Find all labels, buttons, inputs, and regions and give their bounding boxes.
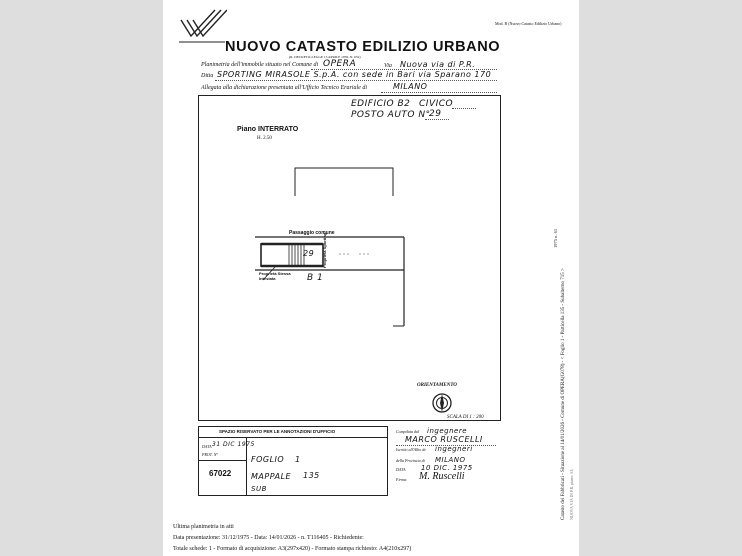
signature: M. Ruscelli bbox=[419, 471, 465, 482]
model-label: Mod. B (Nuovo Catasto Edilizio Urbano) bbox=[495, 21, 562, 26]
sub-label: SUB bbox=[251, 485, 267, 493]
via-value: Nuova via di P.R. bbox=[400, 60, 476, 69]
height-label: H. 2.50 bbox=[257, 136, 272, 141]
mappale-label: MAPPALE bbox=[251, 472, 292, 481]
foglio-label: FOGLIO bbox=[251, 455, 285, 464]
ditta-value: SPORTING MIRASOLE S.p.A. con sede in Bari via Sparano 170 bbox=[217, 70, 492, 79]
compiler-data-value: 10 DIC. 1975 bbox=[421, 464, 473, 472]
floor-plan-frame bbox=[198, 95, 501, 421]
bottom-property-label: Proprietà Stessa Intestata bbox=[259, 271, 291, 281]
footer-line-2: Data presentazione: 31/12/1975 - Data: 14/01/2026 - n. T116405 - Richiedente: bbox=[173, 535, 364, 541]
floor-label: Piano INTERRATO bbox=[237, 126, 299, 133]
firma-label: Firma: bbox=[396, 477, 408, 482]
document-title: NUOVO CATASTO EDILIZIO URBANO bbox=[225, 39, 501, 55]
comune-value: OPERA bbox=[323, 59, 357, 69]
civico-label: CIVICO bbox=[419, 99, 454, 109]
cadastral-sheet bbox=[163, 0, 579, 556]
ufficio-label: Allegata alla dichiarazione presentata all'Ufficio Tecnico Erariale di bbox=[201, 85, 367, 91]
iscritto-value: ingegneri bbox=[435, 445, 473, 453]
viewer-background-left bbox=[0, 0, 163, 556]
iscritto-label: Iscritto all'Albo de bbox=[396, 447, 426, 452]
office-data-label: DATA bbox=[202, 444, 212, 449]
side-property-label: Proprietà Sporting bbox=[322, 232, 327, 268]
foglio-value: 1 bbox=[295, 455, 301, 464]
compilata-value: ingegnere bbox=[427, 427, 468, 435]
mappale-value: 135 bbox=[303, 471, 320, 480]
posto-auto-label: POSTO AUTO N° bbox=[351, 110, 431, 120]
cadastral-side-text: Catasto dei Fabbricati - Situazione al 14/01/2026 - Comune di OPERA(G078) - < Foglio 1 - Particella 135 - Subalterno 715 > bbox=[561, 268, 566, 520]
orientation-label: ORIENTAMENTO bbox=[417, 383, 457, 388]
footer-line-3: Totale schede: 1 - Formato di acquisizione: A3(297x420) - Formato stampa richiesto: A4(210x297) bbox=[173, 546, 412, 552]
ditta-label: Ditta bbox=[201, 73, 214, 79]
ufficio-value: MILANO bbox=[393, 82, 428, 91]
office-annotations-box bbox=[198, 426, 388, 496]
decree-reference: (R. DECRETO-LEGGE 13 APRILE 1939, N. 652) bbox=[289, 55, 361, 59]
cadastral-side-text-faint: NUOVA VIA DI P.R. piano: S1; bbox=[569, 468, 574, 520]
via-label: Via bbox=[384, 63, 392, 69]
posto-auto-value: 29 bbox=[429, 109, 442, 119]
side-code: 1975 n. 61 bbox=[553, 228, 558, 248]
plan-linework bbox=[199, 96, 502, 422]
registration-number: 67022 bbox=[209, 469, 232, 478]
passage-label: Passaggio comune bbox=[289, 230, 335, 236]
footer-line-1: Ultima planimetria in atti bbox=[173, 524, 234, 530]
checkmark-stamp-icon bbox=[177, 6, 227, 46]
scale-label: SCALA DI 1 : 200 bbox=[447, 415, 484, 420]
compiler-section bbox=[393, 426, 501, 496]
provincia-value: MILANO bbox=[435, 456, 466, 464]
space-number: 29 bbox=[303, 249, 315, 258]
office-data-value: 31 DIC 1975 bbox=[212, 441, 255, 448]
edificio-label: EDIFICIO B2 bbox=[351, 99, 411, 109]
provincia-label: della Provincia di bbox=[396, 458, 425, 463]
comune-label: Planimetria dell'immobile situato nel Comune di bbox=[201, 62, 319, 68]
prot-label: PROT. N° bbox=[202, 452, 218, 457]
compass-icon bbox=[431, 392, 453, 414]
viewer-background-right bbox=[579, 0, 742, 556]
reserved-title: SPAZIO RISERVATO PER LE ANNOTAZIONI D'UFFICIO bbox=[219, 429, 336, 434]
building-label: B 1 bbox=[307, 273, 324, 283]
compiler-name: MARCO RUSCELLI bbox=[405, 435, 483, 444]
compiler-data-label: DATA bbox=[396, 467, 406, 472]
compilata-label: Compilata dal bbox=[396, 429, 420, 434]
